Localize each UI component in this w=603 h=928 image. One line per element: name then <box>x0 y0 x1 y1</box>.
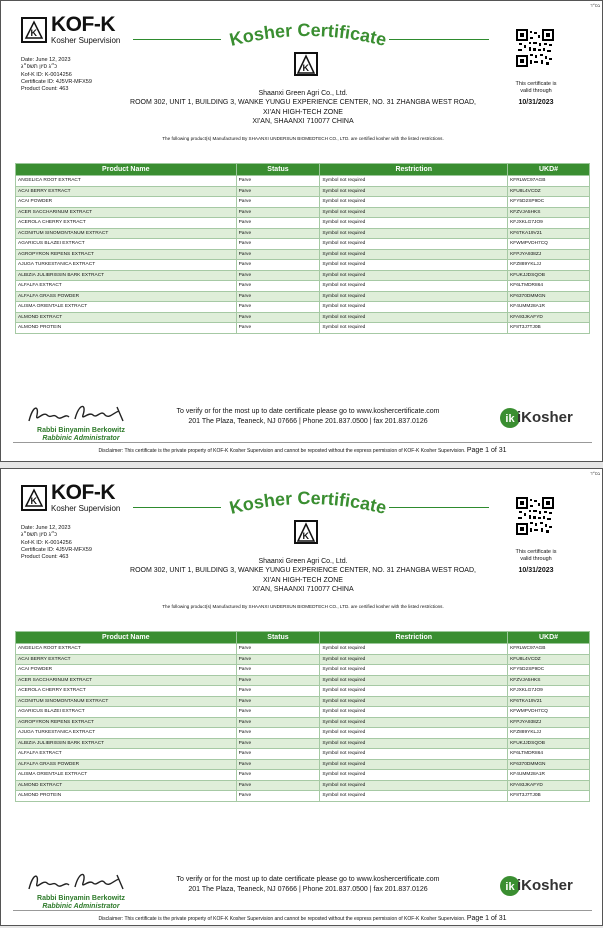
restriction-cell: Symbol not required <box>320 249 508 260</box>
ukd-cell: KF6LTMDR864 <box>508 281 590 292</box>
ukd-cell: KFPJYA938ZJ <box>508 717 590 728</box>
brand-subtitle: Kosher Supervision <box>51 504 121 513</box>
restriction-cell: Symbol not required <box>320 302 508 313</box>
product-name-cell: AGROPYRON REPENS EXTRACT <box>16 249 237 260</box>
products-table <box>15 163 590 334</box>
product-name-cell: ACAI BERRY EXTRACT <box>16 654 237 665</box>
status-cell: Parve <box>236 644 320 655</box>
title-rule-left <box>133 507 221 508</box>
status-cell: Parve <box>236 738 320 749</box>
ukd-cell: KF6TKA19V21 <box>508 696 590 707</box>
product-name-cell: ALFALFA EXTRACT <box>16 281 237 292</box>
rabbi-title: Rabbinic Administrator <box>42 435 120 442</box>
restriction-cell: Symbol not required <box>320 239 508 250</box>
ukd-cell: KF6370DMMGN <box>508 291 590 302</box>
validity-label <box>493 81 579 94</box>
company-block <box>53 89 553 127</box>
status-cell: Parve <box>236 228 320 239</box>
certification-statement: The following product(s) Manufactured By SHAANXI UNDERSUN BIOMEDTECH CO., LTD. are certified kosher with the listed restrictions. <box>162 604 444 609</box>
kofk-seal-icon <box>293 519 319 547</box>
table-row <box>16 176 590 187</box>
company-name: Shaanxi Green Agri Co., Ltd. <box>258 558 348 565</box>
verify-text[interactable]: To verify or for the most up to date certificate please go to www.koshercertificate.com <box>176 408 440 415</box>
qr-code-icon[interactable] <box>516 29 554 67</box>
brand-name: KOF-K <box>51 13 115 36</box>
disclaimer <box>13 915 592 922</box>
signature-image <box>23 401 133 427</box>
ukd-cell: KFZ889YKLJJ <box>508 260 590 271</box>
header-status: Status <box>236 164 320 176</box>
rabbi-name: Rabbi Binyamin Berkowitz <box>37 895 125 902</box>
table-row <box>16 738 590 749</box>
table-row <box>16 260 590 271</box>
company-address-1: ROOM 302, UNIT 1, BUILDING 3, WANKE YUNGU EXPERIENCE CENTER, NO. 31 ZHANGBA WEST ROAD, <box>130 567 476 575</box>
status-cell: Parve <box>236 260 320 271</box>
product-name-cell: ANGELICA ROOT EXTRACT <box>16 644 237 655</box>
restriction-cell: Symbol not required <box>320 654 508 665</box>
product-name-cell: ACER SACCHARINUM EXTRACT <box>16 675 237 686</box>
header-restriction: Restriction <box>320 632 508 644</box>
kofk-id: Kof-K ID: K-0014256 <box>21 539 72 546</box>
certificate-info <box>21 525 92 561</box>
svg-text:K: K <box>30 28 37 38</box>
table-row <box>16 281 590 292</box>
product-name-cell: AJUGA TURKESTANICA EXTRACT <box>16 728 237 739</box>
validity-label-2: valid through <box>520 87 552 94</box>
status-cell: Parve <box>236 270 320 281</box>
ukd-cell: KF6LTMDR864 <box>508 749 590 760</box>
header-product-name: Product Name <box>16 632 237 644</box>
status-cell: Parve <box>236 281 320 292</box>
ukd-cell: KFZVJA5HKS <box>508 675 590 686</box>
restriction-cell: Symbol not required <box>320 312 508 323</box>
ukd-cell: KFU8L4VCDZ <box>508 186 590 197</box>
restriction-cell: Symbol not required <box>320 260 508 271</box>
ukd-cell: KFZVJA5HKS <box>508 207 590 218</box>
page-number: Page 1 of 31 <box>466 915 507 922</box>
status-cell: Parve <box>236 312 320 323</box>
ukd-cell: KFRLWC97AGB <box>508 644 590 655</box>
table-row <box>16 665 590 676</box>
qr-code-icon[interactable] <box>516 497 554 535</box>
verify-block <box>143 875 473 894</box>
restriction-cell: Symbol not required <box>320 197 508 208</box>
status-cell: Parve <box>236 749 320 760</box>
table-row <box>16 323 590 334</box>
certification-statement: The following product(s) Manufactured By SHAANXI UNDERSUN BIOMEDTECH CO., LTD. are certified kosher with the listed restrictions. <box>162 136 444 141</box>
product-name-cell: ACONITUM SINOMONTANUM EXTRACT <box>16 228 237 239</box>
ikosher-brand: iKosher <box>517 409 573 426</box>
ukd-cell: KF4UMM28A1R <box>508 302 590 313</box>
table-row <box>16 312 590 323</box>
status-cell: Parve <box>236 302 320 313</box>
table-row <box>16 186 590 197</box>
product-name-cell: AGARICUS BLAZEI EXTRACT <box>16 707 237 718</box>
ukd-cell: KF6TKA19V21 <box>508 228 590 239</box>
product-count: Product Count: 463 <box>21 554 69 561</box>
status-cell: Parve <box>236 686 320 697</box>
company-name: Shaanxi Green Agri Co., Ltd. <box>258 90 348 97</box>
header-restriction: Restriction <box>320 164 508 176</box>
restriction-cell: Symbol not required <box>320 759 508 770</box>
status-cell: Parve <box>236 197 320 208</box>
company-address-3: XI'AN, SHAANXI 710077 CHINA <box>252 586 354 594</box>
status-cell: Parve <box>236 717 320 728</box>
company-block <box>53 557 553 595</box>
ukd-cell: KFWMPVDH7CQ <box>508 707 590 718</box>
status-cell: Parve <box>236 759 320 770</box>
ukd-cell: KFZ889YKLJJ <box>508 728 590 739</box>
title-rule-right <box>389 507 489 508</box>
contact-text: 201 The Plaza, Teaneck, NJ 07666 | Phone 201.837.0500 | fax 201.837.0126 <box>188 885 428 893</box>
product-name-cell: AJUGA TURKESTANICA EXTRACT <box>16 260 237 271</box>
svg-text:ik: ik <box>505 881 515 893</box>
ukd-cell: KFPJYA938ZJ <box>508 249 590 260</box>
table-row <box>16 717 590 728</box>
product-name-cell: ALISMA ORIENTALE EXTRACT <box>16 302 237 313</box>
ukd-cell: KFUKJJDSQOB <box>508 738 590 749</box>
ukd-cell: KFJXKLG7JO9 <box>508 686 590 697</box>
product-name-cell: ALMOND PROTEIN <box>16 323 237 334</box>
status-cell: Parve <box>236 675 320 686</box>
status-cell: Parve <box>236 696 320 707</box>
table-row <box>16 759 590 770</box>
header-ukd: UKD# <box>508 632 590 644</box>
restriction-cell: Symbol not required <box>320 665 508 676</box>
restriction-cell: Symbol not required <box>320 218 508 229</box>
ukd-cell: KFA93JKAFYD <box>508 780 590 791</box>
svg-text:Kosher Certificate: Kosher Certificate <box>227 19 389 50</box>
restriction-cell: Symbol not required <box>320 686 508 697</box>
hebrew-date: כ״ג סיון תשפ״ג <box>21 64 58 71</box>
restriction-cell: Symbol not required <box>320 291 508 302</box>
hebrew-date: כ״ג סיון תשפ״ג <box>21 532 58 539</box>
table-row <box>16 728 590 739</box>
svg-text:K: K <box>302 531 309 541</box>
ukd-cell: KF4UMM28A1R <box>508 770 590 781</box>
signature-image <box>23 869 133 895</box>
product-name-cell: ALMOND PROTEIN <box>16 791 237 802</box>
restriction-cell: Symbol not required <box>320 696 508 707</box>
status-cell: Parve <box>236 239 320 250</box>
certificate-title <box>223 487 393 521</box>
disclaimer <box>13 447 592 454</box>
products-table-body <box>16 644 590 802</box>
certificate-id: Certificate ID: 4J5VR-MFX59 <box>21 546 92 553</box>
restriction-cell: Symbol not required <box>320 323 508 334</box>
page-number: Page 1 of 31 <box>466 447 507 454</box>
header-product-name: Product Name <box>16 164 237 176</box>
kofk-logo-icon <box>21 485 47 511</box>
restriction-cell: Symbol not required <box>320 749 508 760</box>
products-table <box>15 631 590 802</box>
kofk-id: Kof-K ID: K-0014256 <box>21 71 72 78</box>
status-cell: Parve <box>236 665 320 676</box>
product-name-cell: ACEROLA CHERRY EXTRACT <box>16 686 237 697</box>
svg-text:Kosher Certificate: Kosher Certificate <box>227 487 389 518</box>
kofk-seal-icon <box>293 51 319 79</box>
table-row <box>16 228 590 239</box>
product-name-cell: ACAI BERRY EXTRACT <box>16 186 237 197</box>
header-status: Status <box>236 632 320 644</box>
restriction-cell: Symbol not required <box>320 791 508 802</box>
product-name-cell: ANGELICA ROOT EXTRACT <box>16 176 237 187</box>
status-cell: Parve <box>236 176 320 187</box>
product-name-cell: ACER SACCHARINUM EXTRACT <box>16 207 237 218</box>
status-cell: Parve <box>236 780 320 791</box>
rabbi-block <box>21 895 141 911</box>
product-name-cell: ALBIZIA JULIBRISSIN BARK EXTRACT <box>16 738 237 749</box>
restriction-cell: Symbol not required <box>320 717 508 728</box>
restriction-cell: Symbol not required <box>320 186 508 197</box>
header-ukd: UKD# <box>508 164 590 176</box>
product-name-cell: ALMOND EXTRACT <box>16 780 237 791</box>
restriction-cell: Symbol not required <box>320 770 508 781</box>
company-address-3: XI'AN, SHAANXI 710077 CHINA <box>252 118 354 126</box>
table-row <box>16 218 590 229</box>
title-rule-right <box>389 39 489 40</box>
ukd-cell: KFUKJJDSQOB <box>508 270 590 281</box>
table-row <box>16 749 590 760</box>
company-address-1: ROOM 302, UNIT 1, BUILDING 3, WANKE YUNGU EXPERIENCE CENTER, NO. 31 ZHANGBA WEST ROAD, <box>130 99 476 107</box>
disclaimer-text: Disclaimer: This certificate is the private property of KOF-K Kosher Supervision and cannot be reposted without the express permission of KOF-K Kosher Supervision. <box>98 448 466 454</box>
product-name-cell: ALISMA ORIENTALE EXTRACT <box>16 770 237 781</box>
certificate-id: Certificate ID: 4J5VR-MFX59 <box>21 78 92 85</box>
validity-date: 10/31/2023 <box>518 99 554 106</box>
corner-mark: בס״ד <box>590 3 600 8</box>
ukd-cell: KF8T3J7TJ0B <box>508 323 590 334</box>
validity-label <box>493 549 579 562</box>
status-cell: Parve <box>236 186 320 197</box>
table-row <box>16 696 590 707</box>
kofk-logo-icon <box>21 17 47 43</box>
product-name-cell: ACAI POWDER <box>16 665 237 676</box>
footer-divider <box>13 442 592 443</box>
product-name-cell: ALFALFA GRASS POWDER <box>16 759 237 770</box>
status-cell: Parve <box>236 707 320 718</box>
restriction-cell: Symbol not required <box>320 270 508 281</box>
ukd-cell: KFJXKLG7JO9 <box>508 218 590 229</box>
ukd-cell: KFWMPVDH7CQ <box>508 239 590 250</box>
table-row <box>16 239 590 250</box>
svg-text:K: K <box>302 63 309 73</box>
issue-date: Date: June 12, 2023 <box>21 57 71 63</box>
ukd-cell: KFY5D2SP9DC <box>508 665 590 676</box>
brand-name: KOF-K <box>51 481 115 504</box>
restriction-cell: Symbol not required <box>320 207 508 218</box>
table-row <box>16 707 590 718</box>
ukd-cell: KFRLWC97AGB <box>508 176 590 187</box>
status-cell: Parve <box>236 770 320 781</box>
table-row <box>16 686 590 697</box>
status-cell: Parve <box>236 207 320 218</box>
footer-divider <box>13 910 592 911</box>
product-name-cell: ALFALFA EXTRACT <box>16 749 237 760</box>
svg-text:ik: ik <box>505 413 515 425</box>
verify-block <box>143 407 473 426</box>
table-row <box>16 654 590 665</box>
restriction-cell: Symbol not required <box>320 228 508 239</box>
product-name-cell: ACAI POWDER <box>16 197 237 208</box>
status-cell: Parve <box>236 791 320 802</box>
svg-text:K: K <box>30 496 37 506</box>
table-row <box>16 207 590 218</box>
table-row <box>16 770 590 781</box>
title-rule-left <box>133 39 221 40</box>
rabbi-title: Rabbinic Administrator <box>42 903 120 910</box>
product-count: Product Count: 463 <box>21 86 69 93</box>
status-cell: Parve <box>236 218 320 229</box>
table-row <box>16 644 590 655</box>
validity-label-1: This certificate is <box>515 549 557 555</box>
status-cell: Parve <box>236 291 320 302</box>
table-row <box>16 780 590 791</box>
restriction-cell: Symbol not required <box>320 176 508 187</box>
brand-subtitle: Kosher Supervision <box>51 36 121 45</box>
certificate-page-2 <box>0 468 603 926</box>
company-address-2: XI'AN HIGH-TECH ZONE <box>263 576 343 584</box>
restriction-cell: Symbol not required <box>320 675 508 686</box>
product-name-cell: ALMOND EXTRACT <box>16 312 237 323</box>
table-row <box>16 791 590 802</box>
table-row <box>16 291 590 302</box>
corner-mark: בס״ד <box>590 471 600 476</box>
table-row <box>16 270 590 281</box>
certificate-info <box>21 57 92 93</box>
product-name-cell: ALBIZIA JULIBRISSIN BARK EXTRACT <box>16 270 237 281</box>
validity-label-1: This certificate is <box>515 81 557 87</box>
disclaimer-text: Disclaimer: This certificate is the private property of KOF-K Kosher Supervision and cannot be reposted without the express permission of KOF-K Kosher Supervision. <box>98 916 466 922</box>
certificate-page-1 <box>0 0 603 462</box>
table-row <box>16 302 590 313</box>
ukd-cell: KF6370DMMGN <box>508 759 590 770</box>
ukd-cell: KF8T3J7TJ0B <box>508 791 590 802</box>
restriction-cell: Symbol not required <box>320 644 508 655</box>
products-table-body <box>16 176 590 334</box>
status-cell: Parve <box>236 323 320 334</box>
product-name-cell: ACONITUM SINOMONTANUM EXTRACT <box>16 696 237 707</box>
ikosher-brand: iKosher <box>517 877 573 894</box>
table-row <box>16 249 590 260</box>
product-name-cell: AGROPYRON REPENS EXTRACT <box>16 717 237 728</box>
ukd-cell: KFY5D2SP9DC <box>508 197 590 208</box>
product-name-cell: AGARICUS BLAZEI EXTRACT <box>16 239 237 250</box>
status-cell: Parve <box>236 728 320 739</box>
validity-label-2: valid through <box>520 555 552 562</box>
rabbi-name: Rabbi Binyamin Berkowitz <box>37 427 125 434</box>
company-address-2: XI'AN HIGH-TECH ZONE <box>263 108 343 116</box>
restriction-cell: Symbol not required <box>320 728 508 739</box>
restriction-cell: Symbol not required <box>320 707 508 718</box>
rabbi-block <box>21 427 141 443</box>
issue-date: Date: June 12, 2023 <box>21 525 71 531</box>
status-cell: Parve <box>236 249 320 260</box>
product-name-cell: ACEROLA CHERRY EXTRACT <box>16 218 237 229</box>
contact-text: 201 The Plaza, Teaneck, NJ 07666 | Phone 201.837.0500 | fax 201.837.0126 <box>188 417 428 425</box>
table-row <box>16 197 590 208</box>
ukd-cell: KFA93JKAFYD <box>508 312 590 323</box>
ukd-cell: KFU8L4VCDZ <box>508 654 590 665</box>
validity-date: 10/31/2023 <box>518 567 554 574</box>
restriction-cell: Symbol not required <box>320 780 508 791</box>
certificate-title <box>223 19 393 53</box>
table-row <box>16 675 590 686</box>
status-cell: Parve <box>236 654 320 665</box>
restriction-cell: Symbol not required <box>320 738 508 749</box>
verify-text[interactable]: To verify or for the most up to date certificate please go to www.koshercertificate.com <box>176 876 440 883</box>
product-name-cell: ALFALFA GRASS POWDER <box>16 291 237 302</box>
restriction-cell: Symbol not required <box>320 281 508 292</box>
